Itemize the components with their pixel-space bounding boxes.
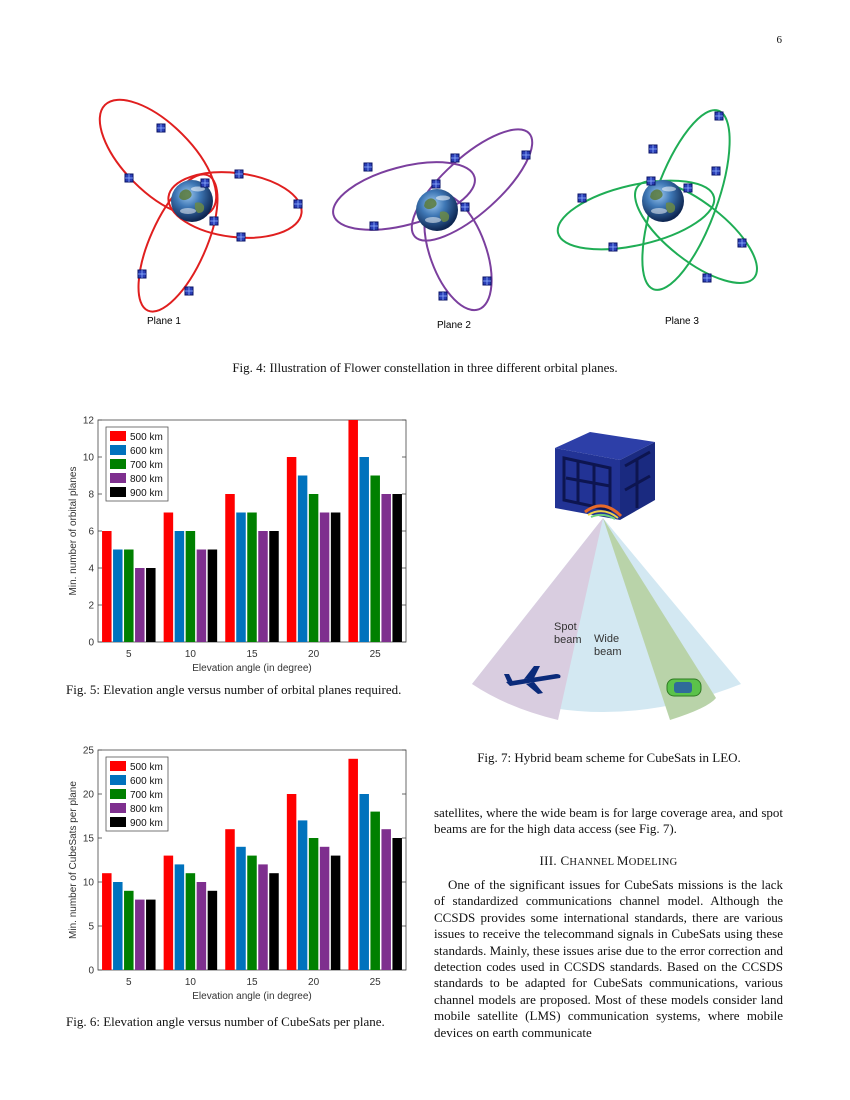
bar-800-km-15 [258,864,268,970]
x-tick-label: 5 [126,977,132,988]
section-title-initial: M [616,853,629,868]
bar-600-km-5 [113,550,123,643]
x-axis-label: Elevation angle (in degree) [192,991,312,1002]
y-axis-label: Min. number of CubeSats per plane [68,781,79,939]
bar-500-km-5 [102,873,112,970]
figure-5-caption: Fig. 5: Elevation angle versus number of orbital planes required. [66,682,402,697]
bar-500-km-15 [225,494,235,642]
cubesat-icon [555,432,655,520]
x-tick-label: 15 [246,649,258,660]
y-tick-label: 0 [88,637,94,649]
bar-700-km-10 [186,531,196,642]
figure-7-caption: Fig. 7: Hybrid beam scheme for CubeSats in LEO. [477,750,741,765]
plane-1-orbits [81,81,305,322]
page-number: 6 [776,34,782,46]
bar-600-km-15 [236,513,246,643]
bar-500-km-20 [287,794,297,970]
bar-600-km-10 [175,531,185,642]
flower-constellation-figure [0,0,850,340]
x-tick-label: 25 [369,649,381,660]
cubesats-per-plane-bar-chart [62,740,422,1008]
legend-label: 600 km [130,776,163,787]
bar-800-km-20 [320,847,330,970]
bar-900-km-20 [331,513,341,643]
bar-900-km-25 [392,494,402,642]
bar-600-km-5 [113,882,123,970]
legend-label: 500 km [130,432,163,443]
x-tick-label: 20 [308,649,320,660]
y-tick-label: 2 [88,600,94,612]
section-number: III. [539,853,557,868]
bar-800-km-20 [320,513,330,643]
legend-label: 600 km [130,446,163,457]
x-tick-label: 15 [246,977,258,988]
bar-900-km-15 [269,531,279,642]
legend-swatch [110,445,126,455]
bar-900-km-20 [331,856,341,970]
y-tick-label: 4 [88,563,94,575]
legend-label: 900 km [130,488,163,499]
body-paragraph: satellites, where the wide beam is for large coverage area, and spot beams are for the high data access (see Fig. 7). [434,805,783,836]
wide-beam-label: Wide beam [594,633,622,658]
bar-800-km-25 [381,494,391,642]
y-tick-label: 25 [82,745,94,757]
y-axis-label: Min. number of orbital planes [68,466,79,596]
bar-900-km-10 [208,550,218,643]
bar-700-km-20 [309,838,319,970]
spot-beam-label: Spot beam [554,621,582,646]
bar-600-km-20 [298,476,308,643]
bar-800-km-25 [381,829,391,970]
bar-900-km-5 [146,900,156,970]
section-title-initial: C [560,853,570,868]
bar-700-km-20 [309,494,319,642]
legend-swatch [110,775,126,785]
bar-600-km-25 [359,457,369,642]
bar-800-km-15 [258,531,268,642]
bar-700-km-25 [370,812,380,970]
bar-800-km-5 [135,568,145,642]
bar-700-km-5 [124,550,134,643]
bar-800-km-5 [135,900,145,970]
bar-500-km-15 [225,829,235,970]
plane-1-label: Plane 1 [147,316,181,327]
section-title-part: ODELING [628,857,678,868]
legend-label: 700 km [130,460,163,471]
legend-swatch [110,817,126,827]
section-title-part: HANNEL [569,857,617,868]
plane-2-label: Plane 2 [437,320,471,331]
legend-swatch [110,803,126,813]
y-tick-label: 10 [82,452,94,464]
y-tick-label: 10 [82,877,94,889]
bar-600-km-10 [175,864,185,970]
y-tick-label: 20 [82,789,94,801]
legend-swatch [110,431,126,441]
bar-900-km-5 [146,568,156,642]
plane-2-orbits [326,113,548,319]
bar-500-km-25 [348,759,358,970]
plane-3-orbits [551,100,772,300]
earth-icon [416,189,458,231]
bar-700-km-15 [247,513,257,643]
bar-600-km-20 [298,820,308,970]
bar-500-km-10 [164,513,174,643]
bar-800-km-10 [197,882,207,970]
legend [106,757,168,831]
legend-label: 900 km [130,818,163,829]
hybrid-beam-figure [460,420,760,730]
legend-swatch [110,761,126,771]
y-tick-label: 5 [88,921,94,933]
x-tick-label: 20 [308,977,320,988]
y-tick-label: 0 [88,965,94,977]
bar-800-km-10 [197,550,207,643]
bar-700-km-5 [124,891,134,970]
x-tick-label: 10 [184,977,196,988]
bar-500-km-10 [164,856,174,970]
orbital-planes-bar-chart [62,410,422,680]
car-icon [667,679,701,696]
y-tick-label: 8 [88,489,94,501]
legend-label: 500 km [130,762,163,773]
bar-700-km-10 [186,873,196,970]
bar-900-km-15 [269,873,279,970]
earth-icon [642,180,684,222]
y-tick-label: 15 [82,833,94,845]
plane-3-label: Plane 3 [665,316,699,327]
y-tick-label: 12 [82,415,94,427]
x-axis-label: Elevation angle (in degree) [192,663,312,674]
bar-500-km-20 [287,457,297,642]
legend-swatch [110,459,126,469]
y-tick-label: 6 [88,526,94,538]
legend-swatch [110,789,126,799]
legend-label: 800 km [130,804,163,815]
figure-4-caption: Fig. 4: Illustration of Flower constellation in three different orbital planes. [232,360,618,375]
figure-6-caption: Fig. 6: Elevation angle versus number of CubeSats per plane. [66,1014,385,1029]
legend-label: 700 km [130,790,163,801]
bar-900-km-10 [208,891,218,970]
bar-700-km-25 [370,476,380,643]
section-heading [434,853,783,869]
legend-label: 800 km [130,474,163,485]
x-tick-label: 10 [184,649,196,660]
bar-500-km-25 [348,420,358,642]
body-paragraph: One of the significant issues for CubeSats missions is the lack of standardized communications channel model. Although the CCSDS provides some international standards, there are various issues to receive the telecommand signals in CubeSats using these standards. Mainly, these issues arise due to the error correction and detection codes used in CCSDS standards. Based on the CCSDS standards to be adapted for CubeSats communications, various channel models are proposed. Most of these models consider land mobile satellite (LMS) communication systems, where mobile devices on earth communicate [434,877,783,1040]
bar-600-km-25 [359,794,369,970]
bar-500-km-5 [102,531,112,642]
legend-swatch [110,473,126,483]
bar-600-km-15 [236,847,246,970]
legend-swatch [110,487,126,497]
bar-700-km-15 [247,856,257,970]
x-tick-label: 5 [126,649,132,660]
x-tick-label: 25 [369,977,381,988]
legend [106,427,168,501]
bar-900-km-25 [392,838,402,970]
